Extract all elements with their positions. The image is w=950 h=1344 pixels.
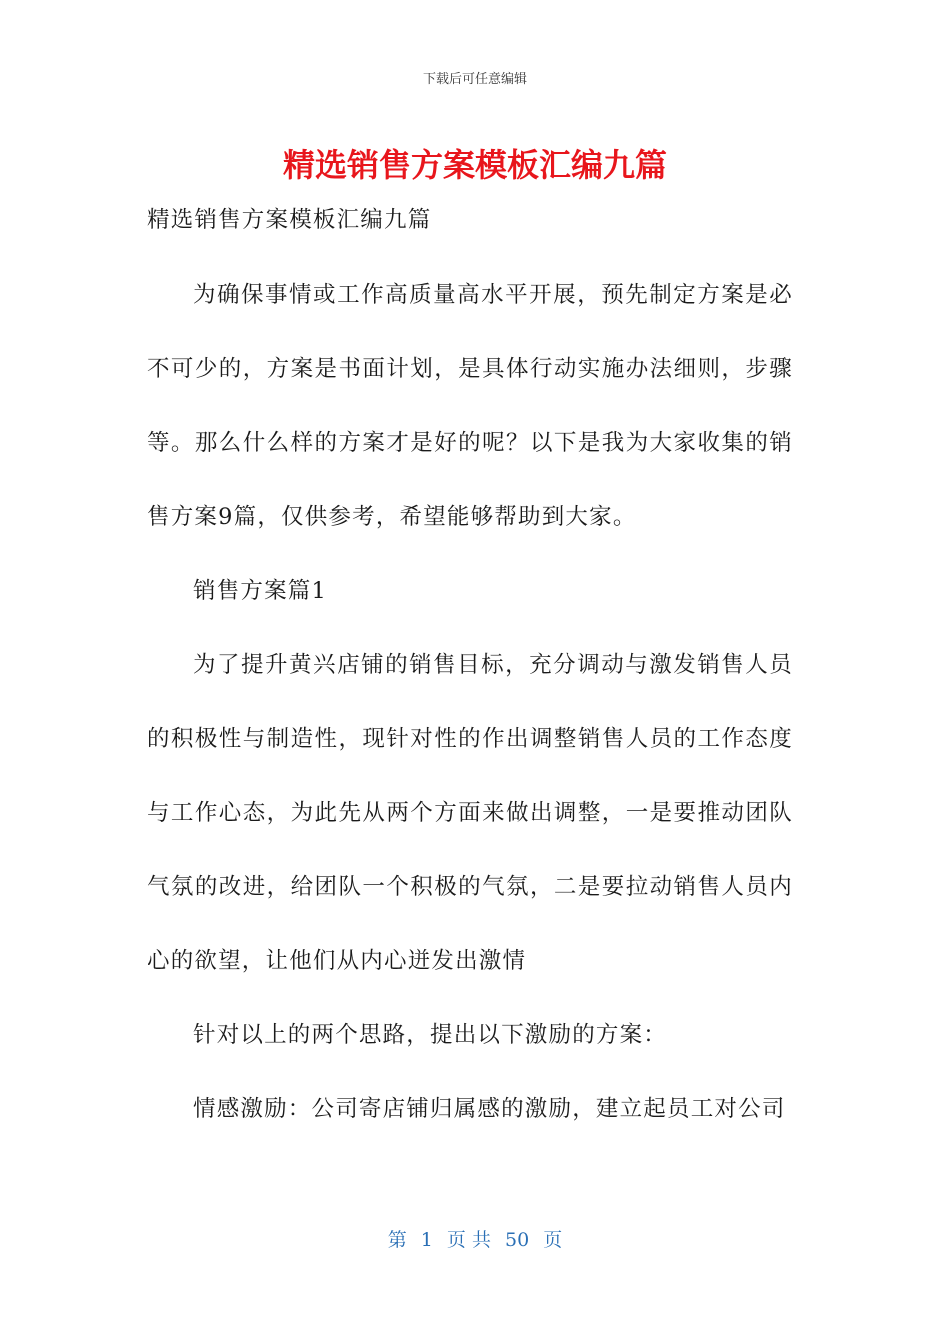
page-footer — [0, 1225, 950, 1252]
footer-suffix: 页 — [543, 1229, 563, 1251]
document-body — [147, 195, 793, 1146]
body-paragraph: 情感激励：公司寄店铺归属感的激励，建立起员工对公司 — [193, 1096, 786, 1122]
current-page-number: 1 — [420, 1229, 433, 1251]
intro-paragraph: 为确保事情或工作高质量高水平开展，预先制定方案是必不可少的，方案是书面计划，是具体行动实施办法细则，步骤等。那么什么样的方案才是好的呢？以下是我为大家收集的销售方案9篇，仅供参考，希望能够帮助到大家。 — [147, 282, 793, 530]
document-title: 精选销售方案模板汇编九篇 — [282, 146, 667, 184]
footer-middle: 页 共 — [446, 1229, 491, 1251]
subtitle-paragraph: 精选销售方案模板汇编九篇 — [147, 207, 432, 233]
section-heading: 销售方案篇1 — [193, 578, 328, 604]
body-paragraph: 为了提升黄兴店铺的销售目标，充分调动与激发销售人员的积极性与制造性，现针对性的作出调整销售人员的工作态度与工作心态，为此先从两个方面来做出调整，一是要推动团队气氛的改进，给团队一个积极的气氛，二是要拉动销售人员内心的欲望，让他们从内心迸发出激情 — [147, 652, 793, 974]
body-paragraph: 针对以上的两个思路，提出以下激励的方案： — [193, 1022, 668, 1048]
header-note: 下载后可任意编辑 — [422, 72, 527, 87]
total-pages-number: 50 — [505, 1229, 530, 1251]
footer-prefix: 第 — [387, 1229, 407, 1251]
